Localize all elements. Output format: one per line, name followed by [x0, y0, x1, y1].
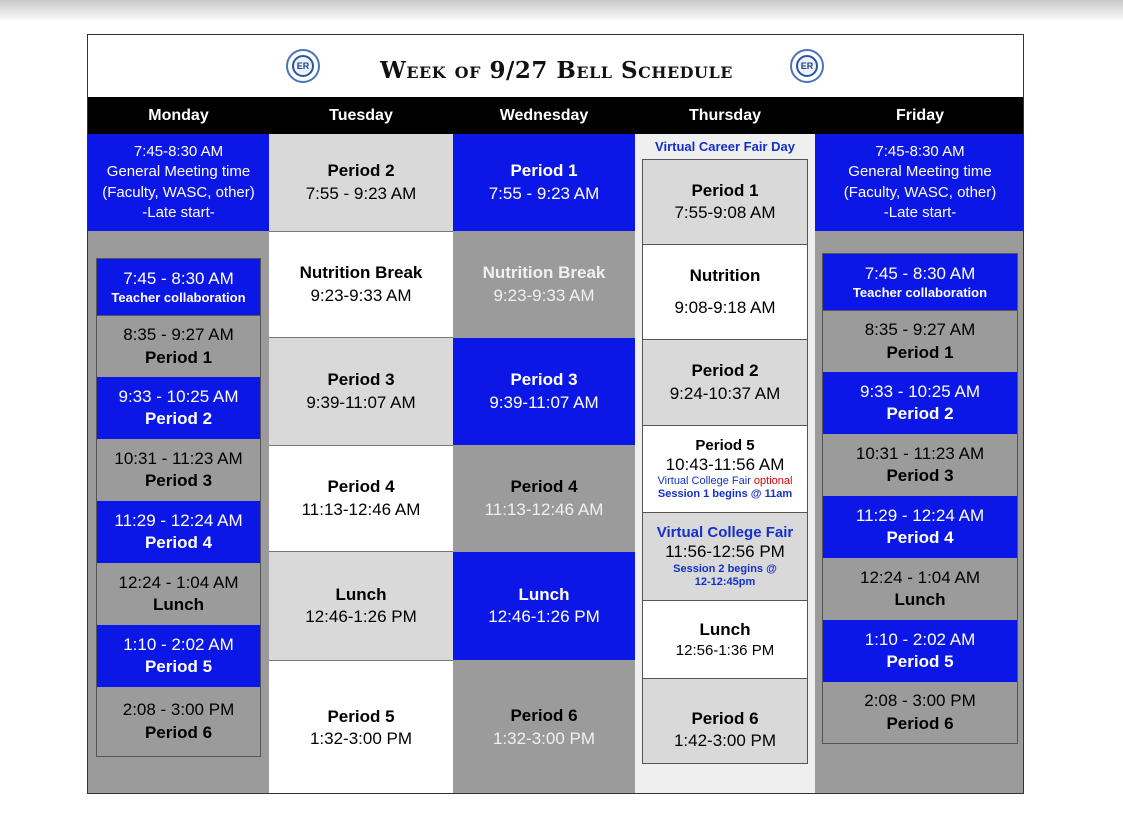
monday-general-meeting: 7:45-8:30 AM General Meeting time (Faculty, WASC, other) -Late start-: [88, 134, 269, 231]
bell-schedule-sheet: [87, 34, 1024, 794]
friday-block: 8:35 - 9:27 AM Period 1: [823, 310, 1017, 372]
wednesday-block: Period 3 9:39-11:07 AM: [453, 338, 635, 445]
monday-block: 1:10 - 2:02 AM Period 5: [97, 625, 260, 687]
wednesday-block: Period 1 7:55 - 9:23 AM: [453, 134, 635, 231]
page-title: Week of 9/27 Bell Schedule: [380, 57, 733, 84]
tuesday-block: Period 2 7:55 - 9:23 AM: [269, 134, 453, 231]
day-header-monday: Monday: [88, 97, 269, 134]
wednesday-block: Period 4 11:13-12:46 AM: [453, 445, 635, 552]
friday-block: 7:45 - 8:30 AM Teacher collaboration: [823, 254, 1017, 310]
day-header-friday: Friday: [815, 97, 1024, 134]
tuesday-block: Period 3 9:39-11:07 AM: [269, 338, 453, 445]
thursday-block: Period 5 10:43-11:56 AM Virtual College Fair optional Session 1 begins @ 11am: [643, 425, 807, 513]
friday-block: 2:08 - 3:00 PM Period 6: [823, 682, 1017, 743]
day-header-thursday: Thursday: [635, 97, 815, 134]
friday-general-meeting: 7:45-8:30 AM General Meeting time (Faculty, WASC, other) -Late start-: [815, 134, 1024, 231]
wednesday-block: Nutrition Break 9:23-9:33 AM: [453, 231, 635, 338]
day-header-tuesday: Tuesday: [269, 97, 453, 134]
day-header-wednesday: Wednesday: [453, 97, 635, 134]
school-logo-icon: ER: [286, 49, 320, 83]
top-bar: [0, 0, 1123, 22]
thursday-block: Period 6 1:42-3:00 PM: [643, 679, 807, 763]
tuesday-block: Lunch 12:46-1:26 PM: [269, 552, 453, 660]
friday-block: 11:29 - 12:24 AM Period 4: [823, 496, 1017, 558]
thursday-banner: Virtual Career Fair Day: [655, 139, 795, 154]
wednesday-block: Lunch 12:46-1:26 PM: [453, 552, 635, 660]
friday-block: 12:24 - 1:04 AM Lunch: [823, 558, 1017, 620]
monday-block: 7:45 - 8:30 AM Teacher collaboration: [97, 259, 260, 315]
thursday-block: Period 1 7:55-9:08 AM: [643, 160, 807, 244]
monday-block: 11:29 - 12:24 AM Period 4: [97, 501, 260, 563]
title-bar: [88, 35, 1024, 97]
monday-block: 2:08 - 3:00 PM Period 6: [97, 687, 260, 756]
tuesday-block: Period 4 11:13-12:46 AM: [269, 445, 453, 552]
school-logo-icon: ER: [790, 49, 824, 83]
thursday-block: Virtual College Fair 11:56-12:56 PM Session 2 begins @ 12-12:45pm: [643, 513, 807, 600]
thursday-block: Period 2 9:24-10:37 AM: [643, 340, 807, 425]
wednesday-block: Period 6 1:32-3:00 PM: [453, 660, 635, 794]
friday-block: 10:31 - 11:23 AM Period 3: [823, 434, 1017, 496]
thursday-block: Nutrition 9:08-9:18 AM: [643, 244, 807, 340]
friday-block: 9:33 - 10:25 AM Period 2: [823, 372, 1017, 434]
monday-block: 9:33 - 10:25 AM Period 2: [97, 377, 260, 439]
monday-block: 10:31 - 11:23 AM Period 3: [97, 439, 260, 501]
tuesday-block: Period 5 1:32-3:00 PM: [269, 660, 453, 794]
tuesday-block: Nutrition Break 9:23-9:33 AM: [269, 231, 453, 338]
friday-block: 1:10 - 2:02 AM Period 5: [823, 620, 1017, 682]
monday-block: 12:24 - 1:04 AM Lunch: [97, 563, 260, 625]
monday-block: 8:35 - 9:27 AM Period 1: [97, 315, 260, 377]
thursday-block: Lunch 12:56-1:36 PM: [643, 600, 807, 679]
